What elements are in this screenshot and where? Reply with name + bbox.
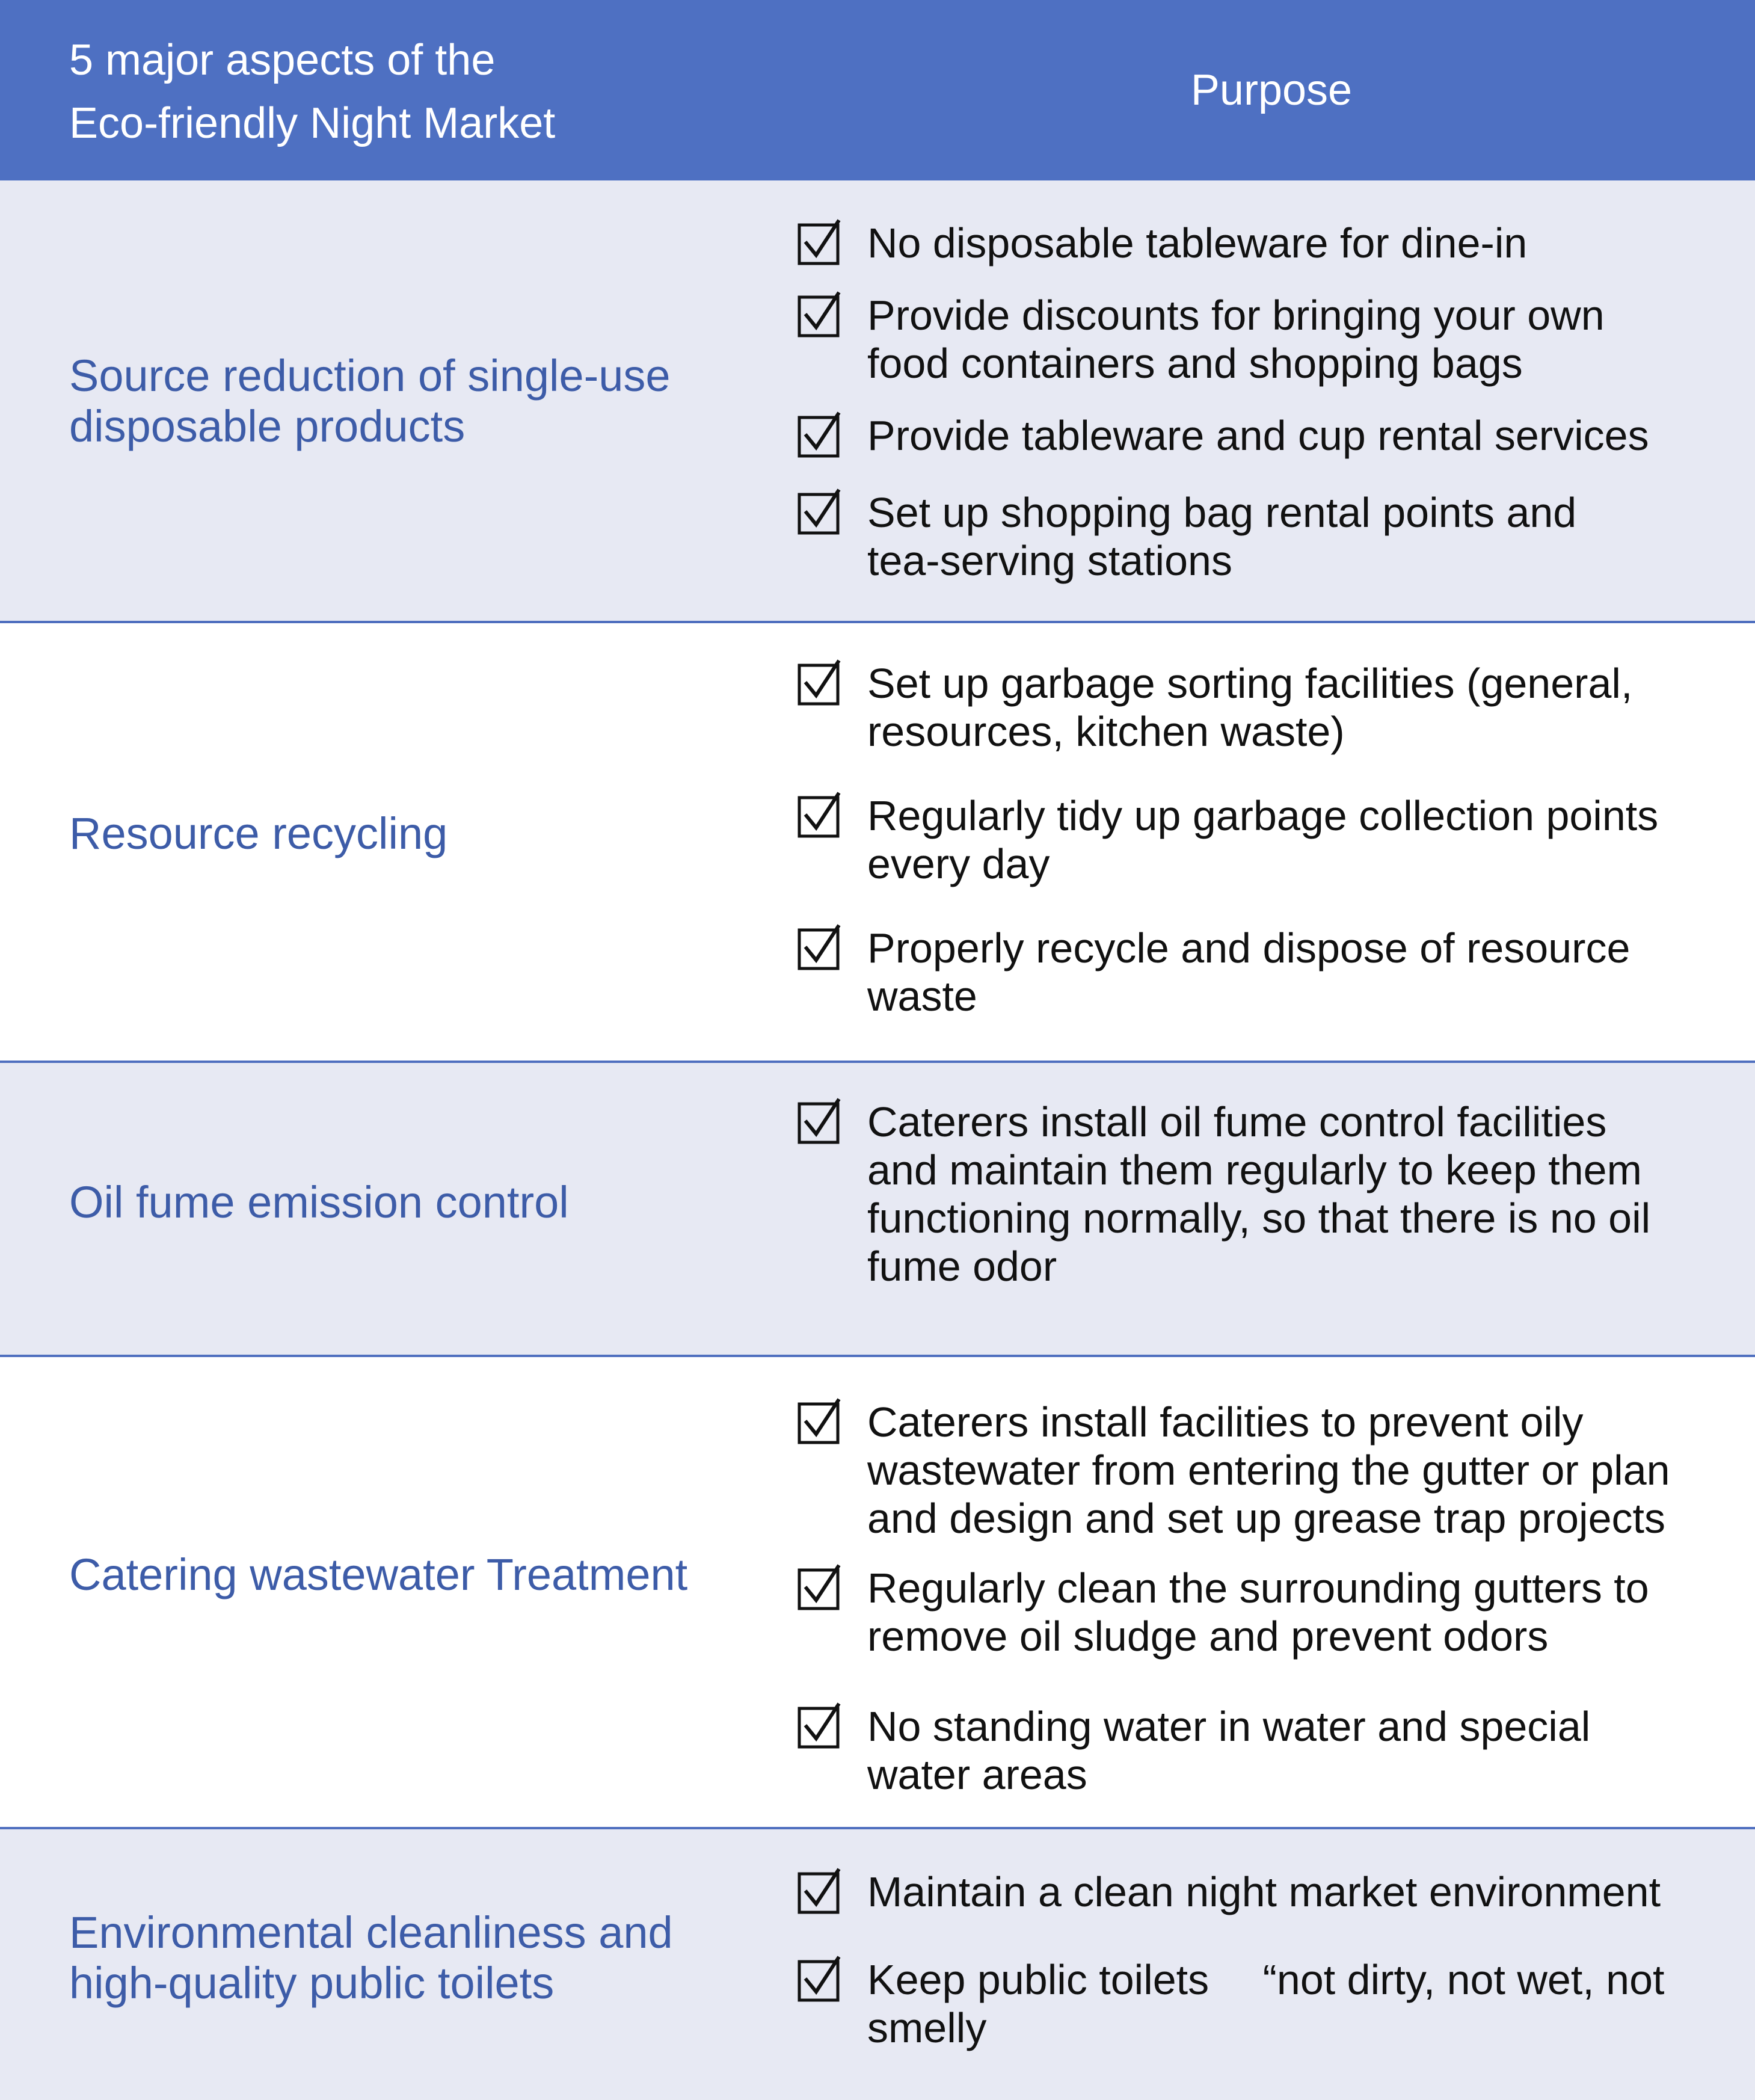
purpose-text (867, 924, 1748, 1020)
purpose-text (867, 1868, 1748, 1916)
purpose-line: every day (867, 840, 1050, 887)
purpose-line: and design and set up grease trap projects (867, 1495, 1665, 1542)
aspect-label (69, 808, 791, 859)
table-row (0, 623, 1755, 1063)
purpose-line: smelly (867, 2004, 987, 2051)
checked-checkbox-icon (797, 1868, 845, 1916)
purpose-text (867, 1564, 1748, 1660)
purpose-line: Maintain a clean night market environment (867, 1868, 1661, 1915)
checked-checkbox-icon (797, 1702, 845, 1751)
purpose-text (867, 1702, 1748, 1799)
purpose-line: Properly recycle and dispose of resource (867, 925, 1631, 971)
purpose-text (867, 219, 1748, 267)
table-row (0, 1829, 1755, 2100)
purpose-line: Regularly clean the surrounding gutters to (867, 1565, 1649, 1612)
checked-checkbox-icon (797, 291, 845, 339)
checked-checkbox-icon (797, 1956, 845, 2004)
purpose-text (867, 1398, 1748, 1542)
purpose-line: No disposable tableware for dine-in (867, 220, 1528, 266)
purpose-line: Set up shopping bag rental points and (867, 489, 1577, 536)
checked-checkbox-icon (797, 219, 845, 267)
checked-checkbox-icon (797, 792, 845, 840)
purpose-line: tea-serving stations (867, 537, 1232, 584)
purpose-line: Provide discounts for bringing your own (867, 292, 1605, 339)
aspect-label (69, 1550, 791, 1600)
checked-checkbox-icon (797, 659, 845, 707)
purpose-line: No standing water in water and special (867, 1703, 1591, 1750)
purpose-text (867, 1956, 1748, 2052)
aspect-line: high-quality public toilets (69, 1958, 555, 2008)
table-row (0, 180, 1755, 623)
purpose-text (867, 291, 1748, 387)
purpose-text (867, 488, 1748, 585)
purpose-line: waste (867, 973, 977, 1020)
purpose-text (867, 411, 1748, 460)
purpose-line: Caterers install oil fume control facilities (867, 1098, 1607, 1145)
aspect-line: Environmental cleanliness and (69, 1908, 673, 1957)
purpose-header-label: Purpose (1190, 66, 1353, 114)
aspects-header-line: Eco-friendly Night Market (69, 99, 556, 147)
purpose-line: wastewater from entering the gutter or plan (867, 1447, 1670, 1494)
purpose-text (867, 1098, 1748, 1290)
table-header (0, 0, 1755, 180)
aspect-line: Catering wastewater Treatment (69, 1550, 688, 1600)
aspect-label (69, 1177, 791, 1228)
aspect-label (69, 351, 791, 452)
aspect-line: disposable products (69, 401, 466, 451)
aspect-line: Source reduction of single-use (69, 351, 671, 401)
purpose-line: Set up garbage sorting facilities (general, (867, 660, 1633, 707)
purpose-line: and maintain them regularly to keep them (867, 1147, 1642, 1193)
purpose-line: fume odor (867, 1243, 1057, 1290)
table-row (0, 1357, 1755, 1829)
purpose-text (867, 659, 1748, 756)
aspect-label (69, 1908, 791, 2009)
checked-checkbox-icon (797, 924, 845, 972)
purpose-line: water areas (867, 1751, 1087, 1798)
checked-checkbox-icon (797, 411, 845, 460)
checked-checkbox-icon (797, 1098, 845, 1146)
purpose-line: Keep public toilets “not dirty, not wet, not (867, 1956, 1665, 2003)
purpose-text (867, 792, 1748, 888)
aspects-column-header (69, 29, 761, 155)
table-row (0, 1063, 1755, 1357)
purpose-line: remove oil sludge and prevent odors (867, 1613, 1549, 1660)
purpose-line: resources, kitchen waste) (867, 708, 1345, 755)
checked-checkbox-icon (797, 1564, 845, 1612)
aspect-line: Oil fume emission control (69, 1177, 569, 1227)
purpose-column-header (788, 0, 1755, 180)
checked-checkbox-icon (797, 488, 845, 537)
checked-checkbox-icon (797, 1398, 845, 1446)
purpose-line: Caterers install facilities to prevent oily (867, 1399, 1584, 1446)
purpose-line: Provide tableware and cup rental services (867, 412, 1649, 459)
aspects-header-line: 5 major aspects of the (69, 36, 496, 84)
purpose-line: functioning normally, so that there is no oil (867, 1195, 1651, 1242)
purpose-line: Regularly tidy up garbage collection points (867, 792, 1659, 839)
aspect-line: Resource recycling (69, 808, 448, 858)
purpose-line: food containers and shopping bags (867, 340, 1523, 387)
